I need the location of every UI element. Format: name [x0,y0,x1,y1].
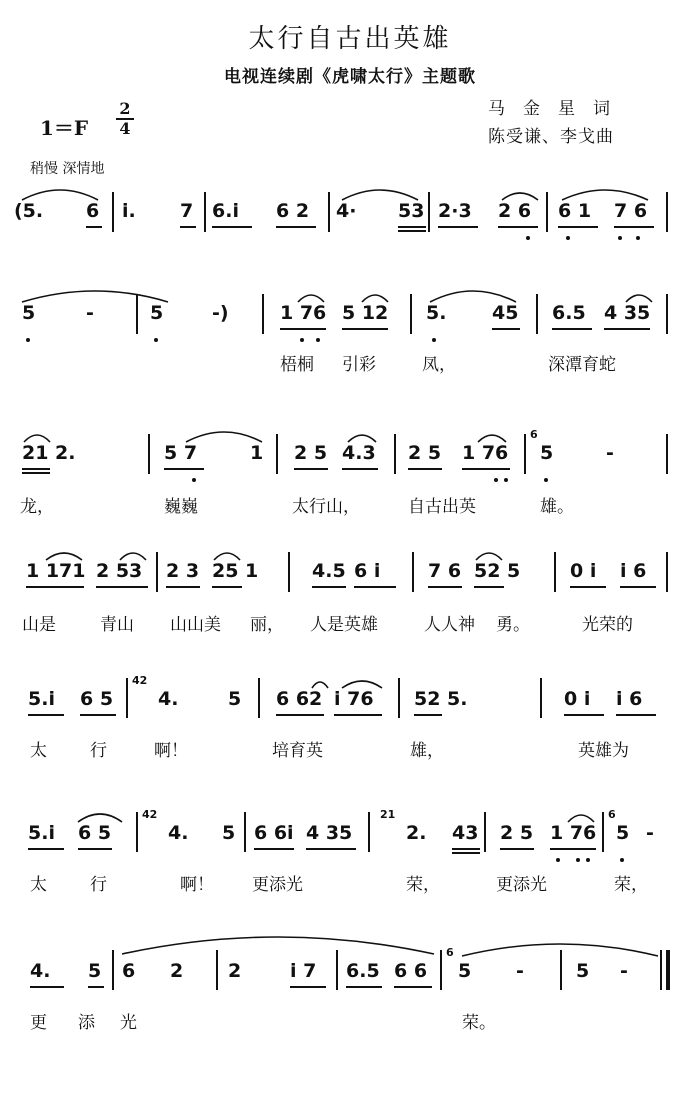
slur [118,544,148,564]
grace-note: 21 [380,808,396,821]
underline [254,848,294,850]
slur [560,184,650,204]
lyric: 丽， [250,615,284,635]
note: (5. [14,200,44,222]
note: 45 [492,302,519,324]
bar-line [602,812,604,852]
slur [500,184,540,204]
underline [22,468,50,470]
note: 2. [406,822,427,844]
underline [552,328,592,330]
note: - [606,442,614,464]
note: 7 6 [614,200,648,222]
note: 4· [336,200,357,222]
lyric: 荣， [406,875,440,895]
underline [614,226,654,228]
underline [346,986,382,988]
bar-line [328,192,330,232]
bar-line [126,678,128,718]
bar-line [258,678,260,718]
note: 5 [22,302,36,324]
grace-note: 6 [608,808,616,821]
note: 4 35 [604,302,651,324]
bar-line [112,192,114,232]
note: 6 6 [394,960,428,982]
note: 5 [576,960,590,982]
underline [166,586,200,588]
lyric: 山山美 [170,615,221,635]
note: 21 2. [22,442,76,464]
slur [340,184,420,204]
underline [312,586,346,588]
lyric: 人是英雄 [310,615,378,635]
underline [428,586,462,588]
staff-line-2 [0,290,700,380]
note: 1 76 [280,302,327,324]
bar-line [276,434,278,474]
slur [44,544,84,564]
underline [280,328,326,330]
note: 43 [452,822,479,844]
note: 5 [222,822,236,844]
lyric: 自古出英 [408,497,476,517]
lyric: 人人神 [424,615,475,635]
note: - [516,960,524,982]
note: - [86,302,94,324]
low-dot [618,236,622,240]
note: 2 [228,960,242,982]
bar-line [394,434,396,474]
underline [96,586,148,588]
underline [294,468,328,470]
note: 6 6i [254,822,294,844]
lyric: 行 [90,741,107,761]
note: 2 5 [500,822,534,844]
slur [20,184,100,204]
note: 2·3 [438,200,472,222]
note: 2 [170,960,184,982]
note: 6.5 [552,302,586,324]
lyric: 梧桐 [280,355,314,375]
slur [296,286,326,306]
underline [438,226,478,228]
slur [624,286,654,306]
underline [452,852,480,854]
lyric: 山是 [22,615,56,635]
slur [120,932,436,958]
note: 2 5 [294,442,328,464]
note: 6 5 [80,688,114,710]
note: 5. [426,302,447,324]
lyric: 更 [30,1013,47,1033]
composer-credit: 陈受谦、李戈曲 [488,127,614,147]
underline [276,226,316,228]
slur [346,426,378,446]
note: 1 76 [550,822,597,844]
bar-line [666,434,668,474]
low-dot [586,858,590,862]
staff-line-3 [0,430,700,520]
slur [360,286,390,306]
underline [564,714,604,716]
lyric: 添 [78,1013,95,1033]
underline [276,714,324,716]
low-dot [504,478,508,482]
note: - [620,960,628,982]
note: i 6 [616,688,643,710]
bar-line [412,552,414,592]
bar-line [554,552,556,592]
lyric: 深潭育蛇 [548,355,616,375]
bar-line [440,950,442,990]
low-dot [620,858,624,862]
low-dot [300,338,304,342]
note: 4.5 [312,560,346,582]
grace-note: 42 [132,674,148,687]
lyric: 荣， [614,875,648,895]
note: 6 5 [78,822,112,844]
bar-line [540,678,542,718]
underline [616,714,656,716]
note: -) [212,302,229,324]
lyric: 光 [120,1013,137,1033]
note: 5 [88,960,102,982]
underline [550,848,596,850]
note: 7 [180,200,194,222]
bar-line [524,434,526,474]
note: 1 [250,442,264,464]
note: 5 [616,822,630,844]
note: 5 [458,960,472,982]
note: 4 35 [306,822,353,844]
underline [492,328,520,330]
lyric: 太 [30,741,47,761]
slur [340,672,384,692]
underline [180,226,196,228]
note: 5 [150,302,164,324]
note: 1 171 [26,560,86,582]
slur [20,286,170,306]
low-dot [26,338,30,342]
key-signature: 1＝F [40,116,89,140]
song-title: 太行自古出英雄 [248,24,452,54]
lyric: 巍巍 [164,497,198,517]
final-bar-line [666,950,670,990]
underline [22,472,50,474]
underline [398,226,426,228]
bar-line [156,552,158,592]
lyric: 太 [30,875,47,895]
song-subtitle: 电视连续剧《虎啸太行》主题歌 [224,67,476,87]
note: 6.5 [346,960,380,982]
lyric: 荣。 [462,1013,496,1033]
bar-line [368,812,370,852]
underline [30,986,64,988]
underline [88,986,104,988]
low-dot [192,478,196,482]
note: 4. [158,688,179,710]
note: 5.i [28,688,55,710]
bar-line [398,678,400,718]
underline [452,848,480,850]
note: i 7 [290,960,317,982]
grace-note: 42 [142,808,158,821]
slur [212,544,242,564]
underline [498,226,538,228]
low-dot [432,338,436,342]
time-signature-bottom: 4 [119,119,131,138]
note: i. [122,200,136,222]
note: 52 5. [414,688,468,710]
bar-line [666,294,668,334]
note: 6 [122,960,136,982]
slur [428,286,518,306]
lyric: 太行山， [292,497,360,517]
bar-line [262,294,264,334]
bar-line [148,434,150,474]
underline [78,848,112,850]
bar-line [666,552,668,592]
underline [394,986,432,988]
underline [500,848,534,850]
low-dot [154,338,158,342]
lyric: 更添光 [496,875,547,895]
lyric: 光荣的 [582,615,633,635]
bar-line [244,812,246,852]
underline [354,586,396,588]
low-dot [556,858,560,862]
bar-line [484,812,486,852]
staff-line-1 [0,190,700,250]
note: 5 12 [342,302,389,324]
low-dot [636,236,640,240]
underline [212,226,252,228]
underline [28,714,64,716]
lyric: 龙， [20,497,54,517]
underline [398,230,426,232]
underline [342,328,388,330]
note: 0 i [564,688,591,710]
note: 4. [168,822,189,844]
underline [86,226,102,228]
low-dot [316,338,320,342]
note: 4. [30,960,51,982]
bar-line [410,294,412,334]
slur [460,938,660,960]
note: 6 [86,200,100,222]
underline [558,226,598,228]
slur [474,544,504,564]
staff-line-4 [0,548,700,638]
lyric: 雄， [410,741,444,761]
underline [570,586,606,588]
note: 6 62 [276,688,323,710]
note: 5 [540,442,554,464]
underline [80,714,116,716]
bar-line [666,192,668,232]
tempo-marking: 稍慢 深情地 [30,161,105,177]
underline [164,468,204,470]
underline [306,848,356,850]
underline [462,468,510,470]
bar-line [428,192,430,232]
bar-line [288,552,290,592]
underline [414,714,442,716]
note: 2 53 [96,560,143,582]
lyric: 培育英 [272,741,323,761]
grace-note: 6 [530,428,538,441]
note: 6 2 [276,200,310,222]
low-dot [576,858,580,862]
grace-note: 6 [446,946,454,959]
slur [476,426,508,446]
note: 25 1 [212,560,259,582]
slur [184,426,264,446]
underline [474,586,504,588]
bar-line [660,950,662,990]
staff-line-6 [0,806,700,896]
low-dot [526,236,530,240]
note: i 6 [620,560,647,582]
lyric: 啊！ [180,875,214,895]
note: 4.3 [342,442,376,464]
underline [26,586,84,588]
note: 52 5 [474,560,521,582]
note: 5 7 [164,442,198,464]
lyric: 啊！ [154,741,188,761]
bar-line [204,192,206,232]
bar-line [136,812,138,852]
slur [310,672,330,692]
underline [212,586,242,588]
note: 2 5 [408,442,442,464]
note: 6 i [354,560,381,582]
lyric: 英雄为 [578,741,629,761]
lyric: 雄。 [540,497,574,517]
note: i 76 [334,688,374,710]
note: 7 6 [428,560,462,582]
underline [408,468,442,470]
underline [290,986,326,988]
low-dot [544,478,548,482]
staff-line-7 [0,944,700,1044]
note: 2 3 [166,560,200,582]
lyric: 更添光 [252,875,303,895]
time-signature [116,100,134,138]
note: 1 76 [462,442,509,464]
underline [604,328,650,330]
slur [566,806,596,826]
note: 5.i [28,822,55,844]
lyric: 凤， [422,355,456,375]
lyric: 行 [90,875,107,895]
bar-line [536,294,538,334]
note: 0 i [570,560,597,582]
underline [28,848,64,850]
lyric: 引彩 [342,355,376,375]
slur [22,426,52,446]
underline [342,468,378,470]
slur [76,806,124,826]
lyricist-credit: 马金星词 [488,99,628,119]
note: 6 1 [558,200,592,222]
note: 53 [398,200,425,222]
underline [334,714,382,716]
lyric: 青山 [100,615,134,635]
bar-line [112,950,114,990]
low-dot [566,236,570,240]
low-dot [494,478,498,482]
time-signature-top: 2 [116,100,134,120]
note: 5 [228,688,242,710]
note: 2 6 [498,200,532,222]
lyric: 勇。 [496,615,530,635]
note: - [646,822,654,844]
note: 6.i [212,200,239,222]
underline [620,586,656,588]
staff-line-5 [0,672,700,762]
bar-line [546,192,548,232]
